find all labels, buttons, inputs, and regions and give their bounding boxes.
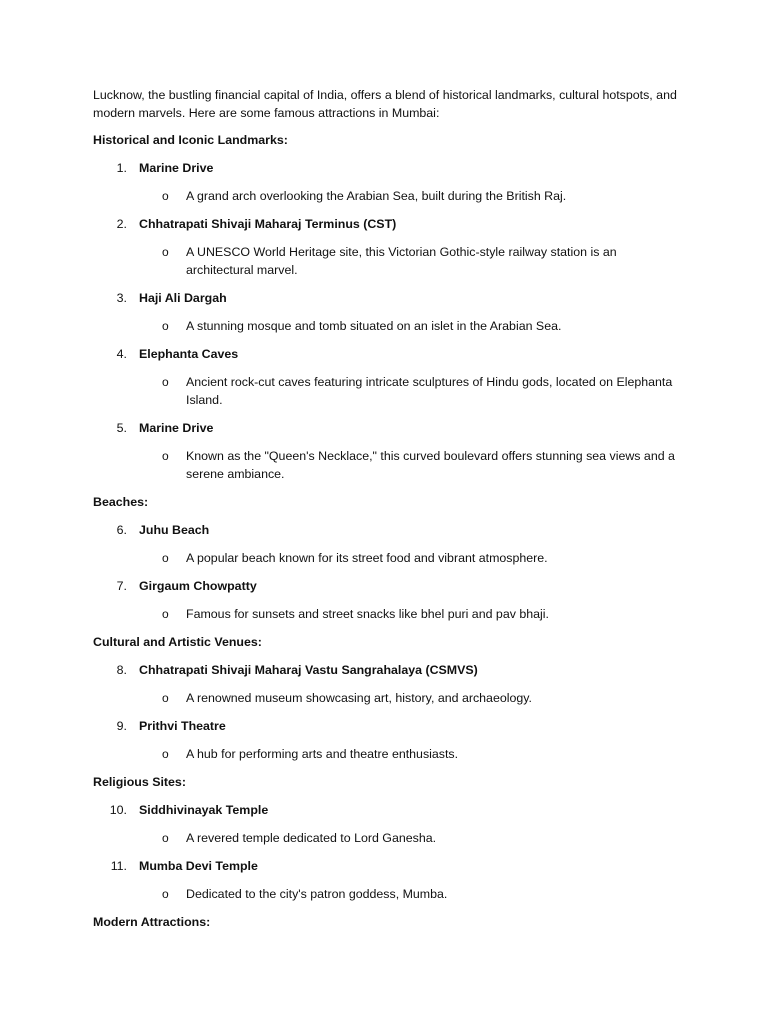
list-item-number: 9. — [116, 719, 127, 733]
bullet-icon: o — [162, 449, 169, 463]
list-item-title-row — [93, 661, 683, 679]
list-item-title-row — [93, 159, 683, 177]
list-item — [93, 801, 683, 847]
list-item-title-row — [93, 801, 683, 819]
list-item — [93, 159, 683, 205]
list-item-title-row — [93, 215, 683, 233]
bullet-item — [93, 549, 683, 567]
section-heading: Modern Attractions: — [93, 915, 211, 929]
bullet-icon: o — [162, 831, 169, 845]
bullet-icon: o — [162, 551, 169, 565]
list-item-number: 2. — [116, 217, 127, 231]
list-item-title: Mumba Devi Temple — [139, 859, 258, 873]
document-body — [93, 86, 683, 941]
list-item-number-wrap — [93, 289, 139, 307]
bullet-text: Famous for sunsets and street snacks like bhel puri and pav bhaji. — [186, 607, 549, 621]
intro-paragraph: Lucknow, the bustling financial capital of India, offers a blend of historical landmarks, cultural hotspots, and modern marvels. Here are some famous attractions in Mumbai: — [93, 88, 677, 120]
list-item-title: Marine Drive — [139, 421, 214, 435]
list-item-title: Girgaum Chowpatty — [139, 579, 257, 593]
list-item-title-row — [93, 345, 683, 363]
list-item-title-row — [93, 577, 683, 595]
list-item — [93, 215, 683, 279]
bullet-icon: o — [162, 245, 169, 259]
list-item-title: Siddhivinayak Temple — [139, 803, 269, 817]
bullet-text: A UNESCO World Heritage site, this Victorian Gothic-style railway station is an architectural marvel. — [186, 245, 617, 277]
list-item — [93, 419, 683, 483]
bullet-icon: o — [162, 319, 169, 333]
list-item-number: 8. — [116, 663, 127, 677]
list-item-title-row — [93, 419, 683, 437]
list-item-title: Chhatrapati Shivaji Maharaj Vastu Sangrahalaya (CSMVS) — [139, 663, 478, 677]
list-item — [93, 345, 683, 409]
list-item-title-row — [93, 521, 683, 539]
list-item-number-wrap — [93, 577, 139, 595]
list-item-number: 3. — [116, 291, 127, 305]
list-item-number-wrap — [93, 419, 139, 437]
list-item-title-row — [93, 289, 683, 307]
list-item-title: Haji Ali Dargah — [139, 291, 227, 305]
list-item — [93, 289, 683, 335]
list-item-number-wrap — [93, 521, 139, 539]
bullet-item — [93, 885, 683, 903]
list-item-title: Juhu Beach — [139, 523, 210, 537]
bullet-item — [93, 317, 683, 335]
list-item-number-wrap — [93, 801, 139, 819]
list-item-number: 11. — [110, 859, 127, 873]
list-item-number: 7. — [116, 579, 127, 593]
bullet-text: A hub for performing arts and theatre enthusiasts. — [186, 747, 459, 761]
bullet-text: Known as the "Queen's Necklace," this curved boulevard offers stunning sea views and a serene ambiance. — [186, 449, 675, 481]
bullet-item — [93, 745, 683, 763]
bullet-text: A popular beach known for its street food and vibrant atmosphere. — [186, 551, 548, 565]
section-heading: Historical and Iconic Landmarks: — [93, 133, 288, 147]
bullet-item — [93, 689, 683, 707]
bullet-item — [93, 447, 683, 483]
list-item-title-row — [93, 717, 683, 735]
bullet-text: A renowned museum showcasing art, history, and archaeology. — [186, 691, 532, 705]
bullet-text: A stunning mosque and tomb situated on an islet in the Arabian Sea. — [186, 319, 562, 333]
bullet-item — [93, 243, 683, 279]
bullet-icon: o — [162, 887, 169, 901]
bullet-icon: o — [162, 189, 169, 203]
list-item-title: Marine Drive — [139, 161, 214, 175]
bullet-item — [93, 187, 683, 205]
list-item-number-wrap — [93, 345, 139, 363]
bullet-text: Ancient rock-cut caves featuring intricate sculptures of Hindu gods, located on Elephanta Island. — [186, 375, 673, 407]
list-item — [93, 717, 683, 763]
bullet-text: A revered temple dedicated to Lord Ganesha. — [186, 831, 437, 845]
list-item — [93, 661, 683, 707]
list-item-number: 10. — [109, 803, 127, 817]
list-item-number-wrap — [93, 215, 139, 233]
list-item-number-wrap — [93, 717, 139, 735]
list-item-number: 5. — [116, 421, 127, 435]
list-item-number: 1. — [116, 161, 127, 175]
list-item-number-wrap — [93, 857, 139, 875]
bullet-text: A grand arch overlooking the Arabian Sea, built during the British Raj. — [186, 189, 567, 203]
list-item-number: 6. — [116, 523, 127, 537]
list-item-title: Chhatrapati Shivaji Maharaj Terminus (CST) — [139, 217, 397, 231]
section-heading: Beaches: — [93, 495, 149, 509]
bullet-text: Dedicated to the city's patron goddess, Mumba. — [186, 887, 448, 901]
list-item — [93, 521, 683, 567]
list-item — [93, 857, 683, 903]
bullet-icon: o — [162, 607, 169, 621]
bullet-item — [93, 829, 683, 847]
bullet-item — [93, 605, 683, 623]
bullet-item — [93, 373, 683, 409]
section-heading: Cultural and Artistic Venues: — [93, 635, 262, 649]
bullet-icon: o — [162, 691, 169, 705]
list-item-title: Prithvi Theatre — [139, 719, 226, 733]
sections-container — [93, 131, 683, 931]
list-item-number-wrap — [93, 159, 139, 177]
list-item-title-row — [93, 857, 683, 875]
list-item — [93, 577, 683, 623]
list-item-number: 4. — [116, 347, 127, 361]
section-heading: Religious Sites: — [93, 775, 186, 789]
list-item-title: Elephanta Caves — [139, 347, 239, 361]
bullet-icon: o — [162, 375, 169, 389]
bullet-icon: o — [162, 747, 169, 761]
list-item-number-wrap — [93, 661, 139, 679]
